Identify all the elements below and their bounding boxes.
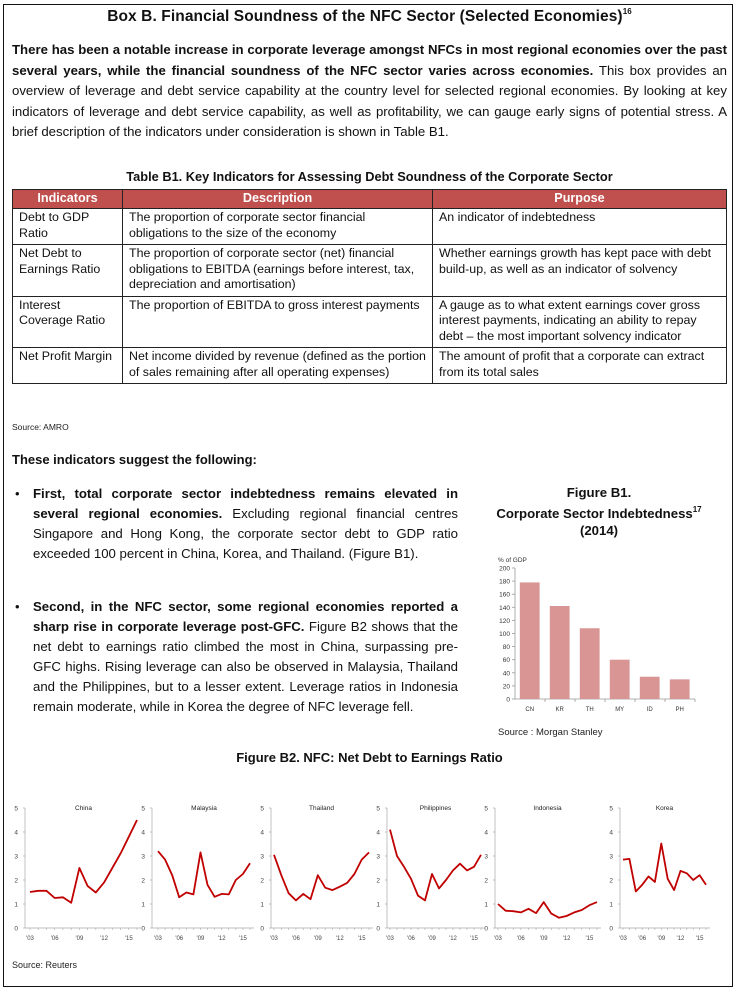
x-tick-label: '15 bbox=[239, 936, 247, 942]
footnote-ref[interactable]: 17 bbox=[692, 505, 702, 514]
x-tick-label: '12 bbox=[217, 936, 226, 942]
panel-title: Korea bbox=[655, 805, 674, 812]
x-tick-label: '03 bbox=[270, 936, 278, 942]
intro-lead: There has been a notable increase in corporate leverage amongst NFCs in most regional economies over the past several years, while the financial soundness of the NFC sector varies across economies. bbox=[12, 42, 727, 78]
x-tick-label: '12 bbox=[100, 936, 108, 942]
y-tick-label: 1 bbox=[260, 901, 264, 909]
y-tick-label: 3 bbox=[376, 853, 380, 861]
purpose-cell: An indicator of indebtedness bbox=[433, 209, 727, 245]
indicator-cell: Net Profit Margin bbox=[13, 348, 123, 384]
y-tick-label: 1 bbox=[484, 901, 488, 909]
x-tick-label: '15 bbox=[470, 936, 478, 942]
figure-b2-title: Figure B2. NFC: Net Debt to Earnings Ratio bbox=[236, 750, 503, 765]
x-tick-label: '09 bbox=[196, 936, 205, 942]
y-tick-label: 2 bbox=[260, 877, 264, 885]
y-tick-label: 3 bbox=[14, 853, 18, 861]
y-tick-label: 140 bbox=[499, 604, 510, 612]
y-tick-label: 4 bbox=[260, 829, 264, 837]
y-tick-label: 4 bbox=[484, 829, 488, 837]
indicators-table bbox=[12, 189, 727, 384]
y-tick-label: 0 bbox=[506, 696, 510, 704]
y-tick-label: 100 bbox=[499, 631, 510, 638]
x-tick-label: '12 bbox=[676, 936, 685, 942]
y-tick-label: 2 bbox=[484, 877, 488, 885]
panel-title: Thailand bbox=[309, 805, 334, 812]
bullet-lead: First, total corporate sector indebtedness remains elevated in several regional economies. bbox=[33, 486, 458, 521]
series-line bbox=[158, 851, 250, 897]
table-title: Table B1. Key Indicators for Assessing Debt Soundness of the Corporate Sector bbox=[126, 169, 613, 184]
bar-ph bbox=[670, 679, 690, 699]
y-tick-label: 2 bbox=[376, 877, 380, 885]
figure-b1-bar-chart bbox=[470, 550, 710, 720]
suggest-heading: These indicators suggest the following: bbox=[12, 452, 257, 467]
y-tick-label: 0 bbox=[141, 925, 145, 933]
x-tick-label: '03 bbox=[494, 936, 502, 942]
box-title: Box B. Financial Soundness of the NFC Sector (Selected Economies)$^{16}$ bbox=[107, 7, 632, 25]
y-tick-label: 0 bbox=[484, 925, 488, 933]
bar-th bbox=[580, 628, 600, 699]
y-tick-label: 0 bbox=[260, 925, 264, 933]
purpose-cell: Whether earnings growth has kept pace with debt build-up, as well as an indicator of solvency bbox=[433, 245, 727, 297]
description-cell: The proportion of corporate sector (net) financial obligations to EBITDA (earnings before interest, tax, depreciation and amortisation) bbox=[123, 245, 433, 297]
x-tick-label: '03 bbox=[26, 936, 34, 942]
x-tick-label: '15 bbox=[695, 936, 704, 942]
x-tick-label: MY bbox=[615, 707, 625, 713]
y-tick-label: 1 bbox=[376, 901, 380, 909]
y-tick-label: 3 bbox=[609, 853, 613, 861]
x-tick-label: '09 bbox=[428, 936, 436, 942]
bullet-icon: • bbox=[15, 599, 20, 614]
y-tick-label: 3 bbox=[260, 853, 264, 861]
y-tick-label: 200 bbox=[499, 565, 510, 573]
x-tick-label: '03 bbox=[619, 936, 627, 942]
x-tick-label: '15 bbox=[124, 936, 133, 942]
table-row bbox=[13, 348, 727, 384]
x-tick-label: '06 bbox=[50, 936, 59, 942]
y-tick-label: 4 bbox=[609, 829, 613, 837]
line-chart-china bbox=[14, 805, 141, 942]
y-tick-label: 180 bbox=[499, 578, 510, 586]
y-tick-label: 80 bbox=[502, 644, 510, 652]
y-tick-label: 3 bbox=[141, 853, 145, 861]
line-chart-philippines bbox=[376, 805, 485, 942]
figure-b1-title-line2: Corporate Sector Indebtedness$^{17}$ bbox=[496, 505, 702, 521]
bar-my bbox=[610, 660, 630, 699]
purpose-cell: The amount of profit that a corporate can extract from its total sales bbox=[433, 348, 727, 384]
footnote-ref[interactable]: 16 bbox=[622, 7, 632, 16]
x-tick-label: '06 bbox=[292, 936, 300, 942]
col-header-purpose: Purpose bbox=[433, 190, 727, 209]
y-tick-label: 1 bbox=[141, 901, 145, 909]
line-chart-indonesia bbox=[484, 805, 601, 942]
bar-id bbox=[640, 677, 660, 699]
y-tick-label: 1 bbox=[14, 901, 18, 909]
y-tick-label: 2 bbox=[609, 877, 613, 885]
x-tick-label: '12 bbox=[449, 936, 457, 942]
x-tick-label: '15 bbox=[357, 936, 366, 942]
bullet-body: Excluding regional financial centres Singapore and Hong Kong, the corporate sector debt to GDP ratio exceeded 100 percent in China, Korea, and Thailand. (Figure B1). bbox=[33, 506, 459, 561]
bullet-body: Figure B2 shows that the net debt to earnings ratio climbed the most in China, surpassing pre-GFC highs. Rising leverage can also be observed in Malaysia, Thailand and the Philippines, but to a lesser extent. Leverage ratios in Indonesia remain moderate, while in Korea the degree of NFC leverage fell. bbox=[33, 619, 458, 714]
y-tick-label: 1 bbox=[609, 901, 613, 909]
figure-b2-source: Source: Reuters bbox=[12, 960, 78, 970]
description-cell: The proportion of corporate sector financial obligations to the size of the economy bbox=[123, 209, 433, 245]
figure-b1-title-line3: (2014) bbox=[579, 523, 619, 538]
figure-b1-source: Source : Morgan Stanley bbox=[498, 727, 603, 738]
y-tick-label: 60 bbox=[502, 657, 510, 665]
x-tick-label: KR bbox=[555, 707, 564, 713]
x-tick-label: ID bbox=[646, 707, 653, 713]
table-row bbox=[13, 209, 727, 245]
x-tick-label: '12 bbox=[562, 936, 571, 942]
bar-kr bbox=[550, 606, 570, 699]
x-tick-label: '09 bbox=[539, 936, 548, 942]
panel-title: Indonesia bbox=[533, 805, 562, 812]
y-tick-label: 40 bbox=[502, 670, 510, 678]
series-line bbox=[623, 844, 706, 892]
bullet-icon: • bbox=[15, 486, 20, 501]
y-tick-label: 5 bbox=[14, 805, 18, 813]
line-chart-thailand bbox=[260, 805, 373, 942]
bullet-item-1 bbox=[12, 484, 458, 564]
y-tick-label: 160 bbox=[499, 591, 510, 599]
y-tick-label: 0 bbox=[14, 925, 18, 933]
bullet-lead: Second, in the NFC sector, some regional economies reported a sharp rise in corporate leverage post-GFC. bbox=[33, 599, 458, 634]
x-tick-label: '06 bbox=[175, 936, 184, 942]
figure-b1-title bbox=[466, 484, 732, 539]
col-header-indicators: Indicators bbox=[13, 190, 123, 209]
x-tick-label: CN bbox=[525, 707, 535, 713]
table-header-row bbox=[13, 190, 727, 209]
x-tick-label: '09 bbox=[313, 936, 322, 942]
y-tick-label: 3 bbox=[484, 853, 488, 861]
y-tick-label: 4 bbox=[376, 829, 380, 837]
y-tick-label: 4 bbox=[141, 829, 145, 837]
y-tick-label: 2 bbox=[14, 877, 18, 885]
figure-b2-line-charts bbox=[0, 795, 739, 945]
table-source: Source: AMRO bbox=[12, 422, 69, 432]
x-tick-label: PH bbox=[675, 707, 684, 713]
x-tick-label: '06 bbox=[407, 936, 415, 942]
y-tick-label: 20 bbox=[502, 683, 510, 691]
y-axis-label: % of GDP bbox=[498, 557, 527, 564]
indicator-cell: Interest Coverage Ratio bbox=[13, 296, 123, 348]
intro-paragraph bbox=[12, 40, 727, 143]
x-tick-label: '09 bbox=[75, 936, 84, 942]
description-cell: Net income divided by revenue (defined as the portion of sales remaining after all operating expenses) bbox=[123, 348, 433, 384]
y-tick-label: 5 bbox=[484, 805, 488, 813]
y-tick-label: 5 bbox=[376, 805, 380, 813]
series-line bbox=[274, 852, 369, 900]
y-tick-label: 120 bbox=[499, 617, 510, 625]
intro-body: This box provides an overview of leverage and debt service capability at the country level for selected regional economies. By looking at key indicators of leverage and debt service capability, as well as profitability, we can gauge early signs of potential stress. A brief description of the indicators under consideration is shown in Table B1. bbox=[12, 62, 728, 139]
y-tick-label: 5 bbox=[260, 805, 264, 813]
x-tick-label: '09 bbox=[657, 936, 666, 942]
y-tick-label: 5 bbox=[141, 805, 145, 813]
description-cell: The proportion of EBITDA to gross interest payments bbox=[123, 296, 433, 348]
x-tick-label: '06 bbox=[638, 936, 647, 942]
x-tick-label: '06 bbox=[516, 936, 525, 942]
series-line bbox=[30, 820, 137, 903]
y-tick-label: 4 bbox=[14, 829, 18, 837]
panel-title: China bbox=[75, 805, 92, 812]
y-tick-label: 5 bbox=[609, 805, 613, 813]
x-tick-label: '03 bbox=[386, 936, 394, 942]
indicator-cell: Debt to GDP Ratio bbox=[13, 209, 123, 245]
figure-b1-title-line1: Figure B1. bbox=[566, 485, 632, 500]
x-tick-label: '03 bbox=[154, 936, 162, 942]
panel-title: Malaysia bbox=[191, 805, 217, 812]
table-row bbox=[13, 296, 727, 348]
x-tick-label: '15 bbox=[585, 936, 594, 942]
line-chart-korea bbox=[609, 805, 710, 942]
table-row bbox=[13, 245, 727, 297]
series-line bbox=[498, 902, 597, 918]
y-tick-label: 2 bbox=[141, 877, 145, 885]
line-chart-malaysia bbox=[141, 805, 254, 942]
series-line bbox=[390, 830, 481, 901]
y-tick-label: 0 bbox=[609, 925, 613, 933]
x-tick-label: '12 bbox=[335, 936, 344, 942]
y-tick-label: 0 bbox=[376, 925, 380, 933]
bullet-item-2 bbox=[12, 597, 458, 717]
bar-cn bbox=[520, 582, 540, 699]
purpose-cell: A gauge as to what extent earnings cover gross interest payments, indicating an ability to repay debt – the most important solvency indicator bbox=[433, 296, 727, 348]
x-tick-label: TH bbox=[585, 707, 594, 713]
panel-title: Philippines bbox=[419, 805, 452, 812]
col-header-description: Description bbox=[123, 190, 433, 209]
indicator-cell: Net Debt to Earnings Ratio bbox=[13, 245, 123, 297]
